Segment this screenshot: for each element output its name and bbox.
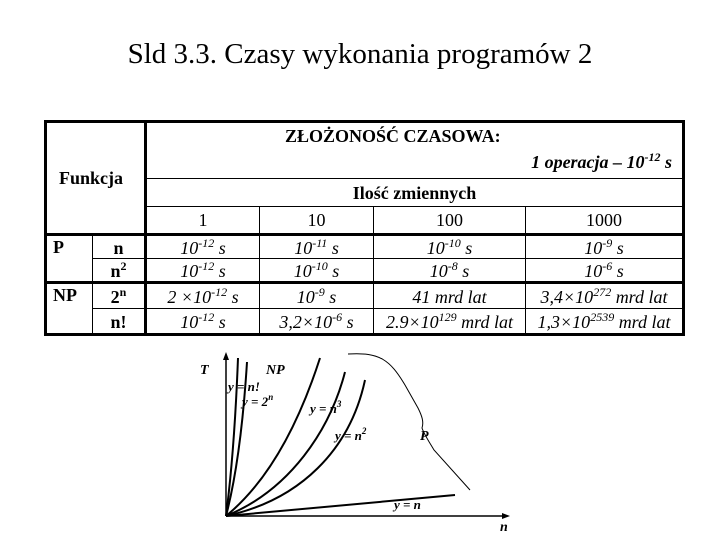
cell-2n-1000: $3,4\times 10^{272}$ mrd lat [526, 283, 684, 309]
cell-n2-10: $10^{-10}$ s [260, 259, 374, 283]
y-axis-arrow [223, 352, 229, 360]
funkcja-header: Funkcja [46, 122, 146, 235]
label-n: y = n [394, 497, 421, 512]
cell-n-10: $10^{-11}$ s [260, 235, 374, 259]
col-header-1: 1 [146, 207, 260, 235]
cell-2n-10: $10^{-9}$ s [260, 283, 374, 309]
cell-nfact-100: $2.9\times 10^{129}$ mrd lat [374, 309, 526, 335]
fn-nfact: n! [93, 309, 146, 335]
cell-n2-1000: $10^{-6}$ s [526, 259, 684, 283]
y-axis-label: T [200, 363, 209, 378]
variables-header: Ilość zmiennych [146, 179, 684, 207]
growth-graph [180, 350, 520, 535]
complexity-title: ZŁOŻONOŚĆ CZASOWA: [285, 126, 501, 146]
label-2n: $y = 2^n$ [242, 392, 274, 409]
label-n3: $y = n^3$ [310, 399, 342, 416]
complexity-header [146, 122, 684, 179]
np-label: NP [266, 363, 285, 378]
label-nfact: y = n! [228, 379, 260, 394]
col-header-10: 10 [260, 207, 374, 235]
fn-2n: 2$^n$ [93, 283, 146, 309]
class-p: P [46, 235, 93, 283]
cell-n-1: $10^{-12}$ s [146, 235, 260, 259]
p-brace [348, 354, 470, 490]
col-header-1000: 1000 [526, 207, 684, 235]
cell-nfact-1000: $1,3\times 10^{2539}$ mrd lat [526, 309, 684, 335]
cell-n2-100: $10^{-8}$ s [374, 259, 526, 283]
cell-2n-100: 41 mrd lat [374, 283, 526, 309]
cell-n-100: $10^{-10}$ s [374, 235, 526, 259]
cell-nfact-1: $10^{-12}$ s [146, 309, 260, 335]
x-axis-label: n [500, 520, 508, 535]
cell-n-1000: $10^{-9}$ s [526, 235, 684, 259]
label-n2: $y = n^2$ [335, 426, 367, 443]
operation-time: 1 operacja – $10^{-12}$ s [531, 150, 673, 172]
cell-nfact-10: $3,2\times 10^{-6}$ s [260, 309, 374, 335]
fn-n2: $n^2$ [93, 259, 146, 283]
cell-n2-1: $10^{-12}$ s [146, 259, 260, 283]
col-header-100: 100 [374, 207, 526, 235]
p-label: P [420, 429, 429, 444]
cell-2n-1: $2 \times 10^{-12}$ s [146, 283, 260, 309]
complexity-table [44, 120, 685, 336]
fn-n: n [93, 235, 146, 259]
class-np: NP [46, 283, 93, 335]
slide-title: Sld 3.3. Czasy wykonania programów 2 [127, 38, 593, 70]
x-axis-arrow [502, 513, 510, 519]
